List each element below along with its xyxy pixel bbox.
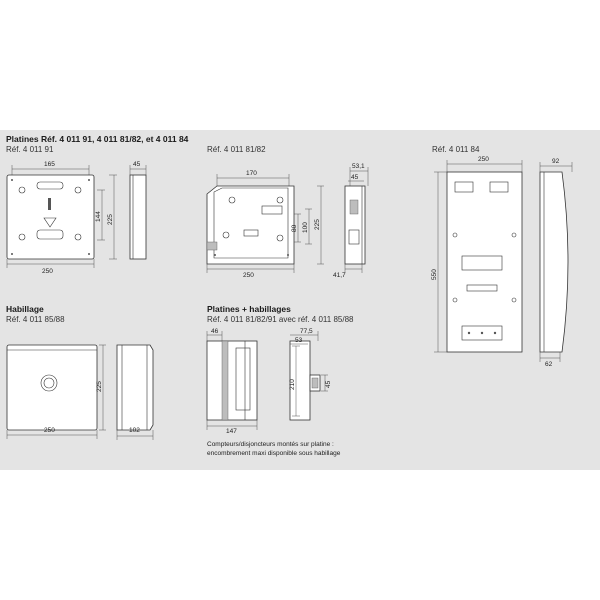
- platine-84-side: [540, 158, 572, 368]
- dim-45-a: 45: [133, 161, 141, 168]
- combo-side-view: [207, 341, 257, 420]
- platines-ref-84: Réf. 4 011 84: [432, 145, 480, 154]
- dim-53-1: 53,1: [352, 163, 365, 170]
- dim-250-a: 250: [42, 268, 53, 275]
- note-line-2: encombrement maxi disponible sous habillage: [207, 450, 341, 457]
- drawing-canvas: [0, 130, 600, 470]
- dim-225-b: 225: [314, 219, 321, 230]
- dim-45-b: 45: [351, 174, 359, 181]
- platine-8182-side: [333, 163, 368, 279]
- platine-91-front: [7, 175, 94, 259]
- platines-ref-91: Réf. 4 011 91: [6, 145, 54, 154]
- technical-drawing-sheet: [0, 130, 600, 470]
- habillage-side: [117, 345, 153, 440]
- dim-210: 210: [289, 379, 296, 390]
- dim-41-7: 41,7: [333, 272, 346, 279]
- dim-170: 170: [246, 170, 257, 177]
- platines-header: Platines Réf. 4 011 91, 4 011 81/82, et 4 011 84: [6, 134, 189, 144]
- dim-102: 102: [129, 427, 140, 434]
- dim-550: 550: [431, 269, 438, 280]
- dim-92: 92: [552, 158, 560, 165]
- dim-80: 80: [291, 224, 298, 232]
- dim-46: 46: [211, 328, 219, 335]
- dim-62: 62: [545, 361, 553, 368]
- dim-250-b: 250: [243, 272, 254, 279]
- combo-header: Platines + habillages: [207, 304, 291, 314]
- note-line-1: Compteurs/disjoncteurs montés sur platine :: [207, 441, 334, 448]
- dim-225-a: 225: [107, 214, 114, 225]
- platine-91-side: [130, 161, 146, 259]
- dim-165: 165: [44, 161, 55, 168]
- platine-84-front: [447, 172, 522, 352]
- habillage-front: [7, 345, 97, 430]
- dim-100: 100: [302, 222, 309, 233]
- habillage-ref: Réf. 4 011 85/88: [6, 315, 65, 324]
- dim-144: 144: [95, 211, 102, 222]
- combo-ref: Réf. 4 011 81/82/91 avec réf. 4 011 85/88: [207, 315, 354, 324]
- dim-77-5: 77,5: [300, 328, 313, 335]
- platines-ref-8182: Réf. 4 011 81/82: [207, 145, 266, 154]
- platine-8182-front: [207, 186, 294, 264]
- dim-45-c: 45: [325, 380, 332, 388]
- dim-53: 53: [295, 337, 303, 344]
- dim-225-c: 225: [96, 381, 103, 392]
- dim-250-c: 250: [478, 156, 489, 163]
- dim-250-d: 250: [44, 427, 55, 434]
- habillage-header: Habillage: [6, 304, 44, 314]
- dim-147: 147: [226, 428, 237, 435]
